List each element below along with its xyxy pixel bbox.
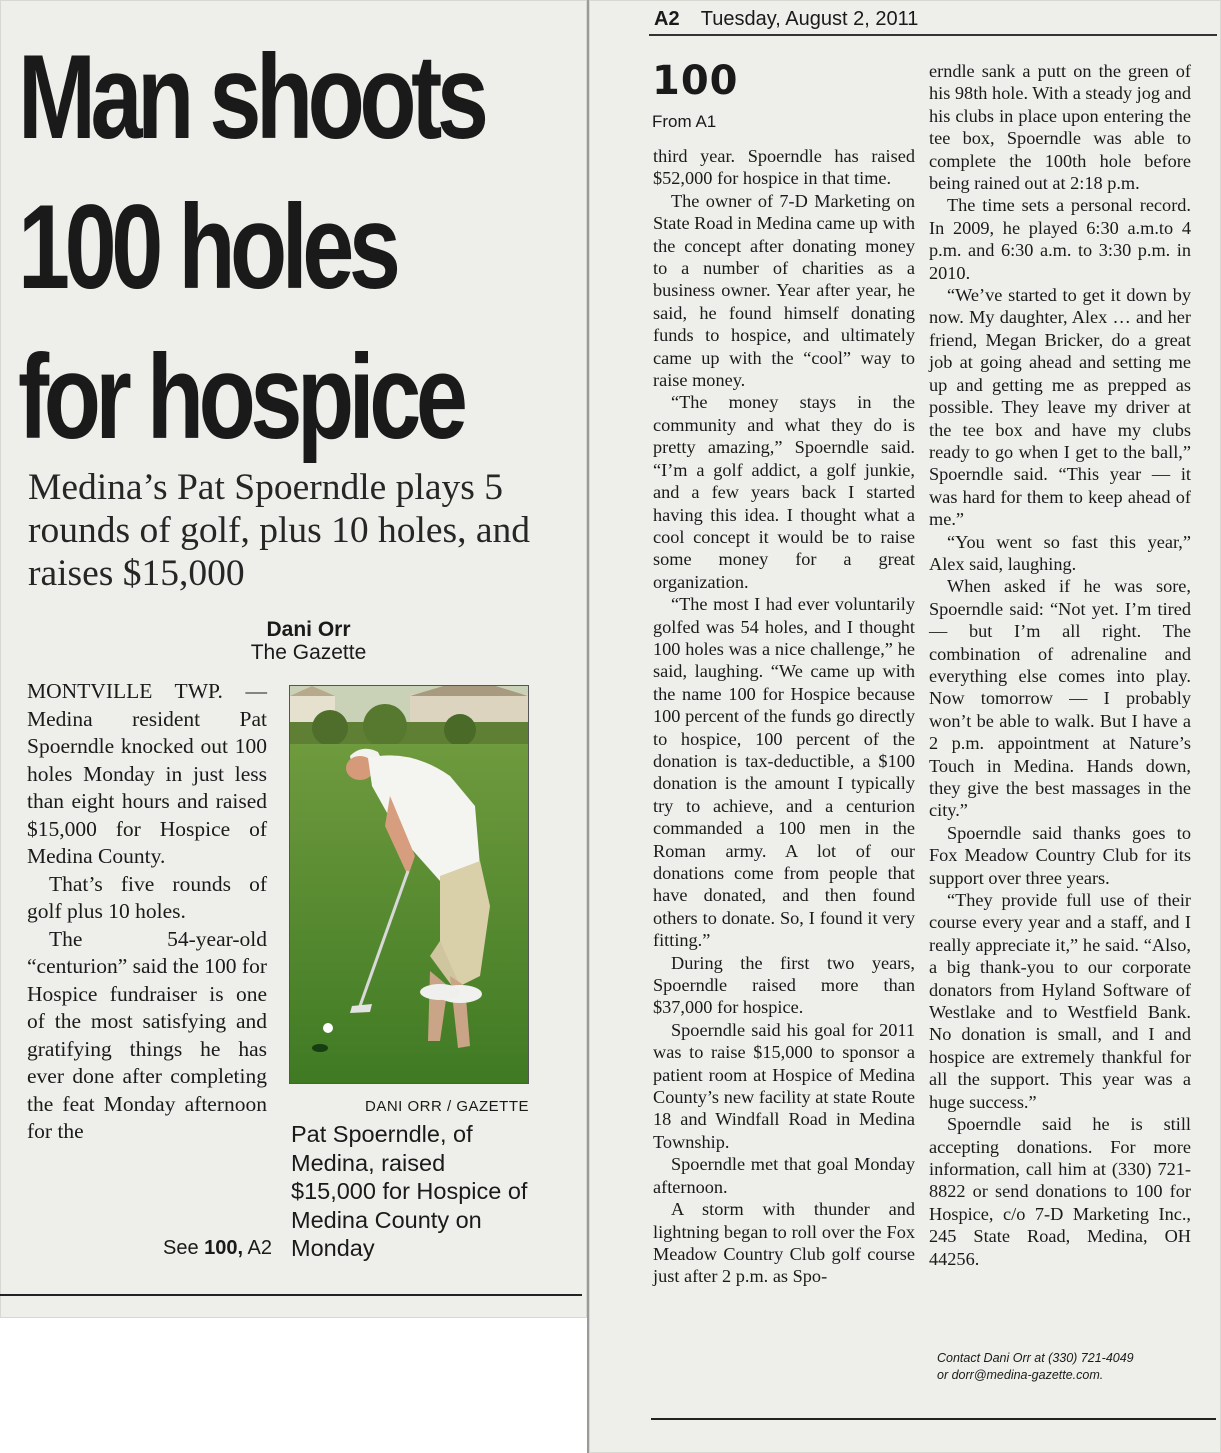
golfer-photo [289,685,529,1084]
author-contact-phone: Contact Dani Orr at (330) 721-4049 [937,1351,1134,1365]
front-page-clipping [0,0,587,1318]
jump-reference [0,1237,272,1260]
article-paragraph: erndle sank a putt on the green of his 98th hole. With a steady jog and his clubs in place upon entering the tee box, Spoerndle was able to complete the 100th hole before being rained out at 2:18 p.m. [929,61,1191,194]
divider-rule [651,1418,1216,1420]
headline-line: for hospice [18,330,463,464]
jump-reference-page: A2 [247,1237,272,1259]
article-paragraph: The 54-year-old “centurion” said the 100 for Hospice fundraiser is one of the most satisfying and gratifying things he has ever done after completing the feat Monday afternoon for the [27,926,267,1143]
jump-reference-prefix: See [162,1237,199,1259]
article-column-left [653,145,915,1288]
continued-from: From A1 [652,112,717,131]
author-contact-email: or dorr@medina-gazette.com. [937,1368,1104,1382]
article-paragraph: “The most I had ever voluntarily golfed was 54 holes, and I thought 100 holes was a nice challenge,” he said, laughing. “We came up with the name 100 for Hospice because 100 percent of the funds go directly to hospice, 100 percent of the donation is tax-deductible, a $100 donation is the amount I typically try to achieve, and a centurion commanded a 100 men in the Roman army. A lot of our donations come from people that have donated, and then found others to donate. So, I found it very fitting.” [653,594,915,951]
article-paragraph: MONTVILLE TWP. — Medina resident Pat Spoerndle knocked out 100 holes Monday in just less than eight hours and raised $15,000 for Hospice of Medina County. [27,679,267,868]
folio-rule [649,34,1217,36]
article-paragraph: Spoerndle met that goal Monday afternoon. [653,1154,915,1197]
article-column-right [929,60,1191,1270]
headline-line: Man shoots [18,30,484,164]
article-paragraph: “We’ve started to get it down by now. My daughter, Alex … and her friend, Megan Bricker, do a great job at going ahead and setting me up and getting me as prepped as possible. They leave my driver at the tee box and have my clubs ready to go when I get to the ball,” Spoerndle said. “This year — it was hard for them to keep ahead of me.” [929,285,1191,530]
article-paragraph: The owner of 7-D Marketing on State Road in Medina came up with the concept after donating money to a number of charities as a business owner. Year after year, he said, he found himself donating funds to hospice, and ultimately came up with the “cool” way to raise money. [653,190,915,391]
article-paragraph: third year. Spoerndle has raised $52,000 for hospice in that time. [653,146,915,189]
page-folio [654,8,918,31]
headline-line: 100 holes [18,180,396,314]
article-paragraph: The time sets a personal record. In 2009, he played 6:30 a.m.to 4 p.m. and 6:30 a.m. to 3:30 p.m. in 2010. [929,195,1191,283]
article-paragraph: During the first two years, Spoerndle raised more than $37,000 for hospice. [653,952,915,1018]
jump-heading: 100 [652,58,739,104]
article-paragraph: That’s five rounds of golf plus 10 holes. [27,871,267,923]
jump-page-clipping [589,0,1221,1453]
headline [18,22,484,472]
byline-author: Dani Orr [266,618,351,641]
publication-date: Tuesday, August 2, 2011 [700,8,919,30]
article-paragraph: Spoerndle said his goal for 2011 was to raise $15,000 to sponsor a patient room at Hospice of Medina County’s new facility at state Route 18 and Windfall Road in Medina Township. [653,1019,915,1152]
subheadline: Medina’s Pat Spoerndle plays 5 rounds of golf, plus 10 holes, and raises $15,000 [28,467,531,594]
article-body-front [27,678,267,1146]
article-paragraph: A storm with thunder and lightning began to roll over the Fox Meadow Country Club golf course just after 2 p.m. as Spo- [653,1199,915,1287]
article-paragraph: Spoerndle said thanks goes to Fox Meadow Country Club for its support over three years. [929,822,1191,888]
article-paragraph: “They provide full use of their course every year and a staff, and I really appreciate it,” he said. “Also, a big thank-you to our corporate donators from Hyland Software of Westlake and to Westfield Bank. No donation is small, and I and hospice are extremely thankful for all the support. This year was a huge success.” [929,890,1191,1112]
page-number: A2 [654,8,680,30]
divider-rule [0,1294,582,1296]
article-paragraph: Spoerndle said he is still accepting donations. For more information, call him at (330) 721-8822 or send donations to 100 for Hospice, c/o 7-D Marketing Inc., 245 State Road, Medina, OH 44256. [929,1114,1191,1269]
photo-caption: Pat Spoerndle, of Medina, raised $15,000 for Hospice of Medina County on Monday [291,1121,528,1261]
article-paragraph: “You went so fast this year,” Alex said, laughing. [929,531,1191,574]
article-paragraph: When asked if he was sore, Spoerndle said: “Not yet. I’m tired — but I’m all right. The combination of adrenaline and everything else comes into play. Now tomorrow — I probably won’t be able to walk. But I have a 2 p.m. appointment at Nature’s Touch in Medina. Hands down, they give the best massages in the city.” [929,576,1191,821]
jump-reference-slug: 100, [204,1237,244,1259]
article-paragraph: “The money stays in the community and what they do is pretty amazing,” Spoerndle said. “I’m a golf addict, a golf junkie, and a few years back I started having this idea. I thought what a cool concept it would be to raise some money for a great organization. [653,392,915,592]
photo-credit: DANI ORR / GAZETTE [364,1098,529,1115]
byline-publication: The Gazette [250,641,367,664]
author-contact [937,1350,1199,1384]
